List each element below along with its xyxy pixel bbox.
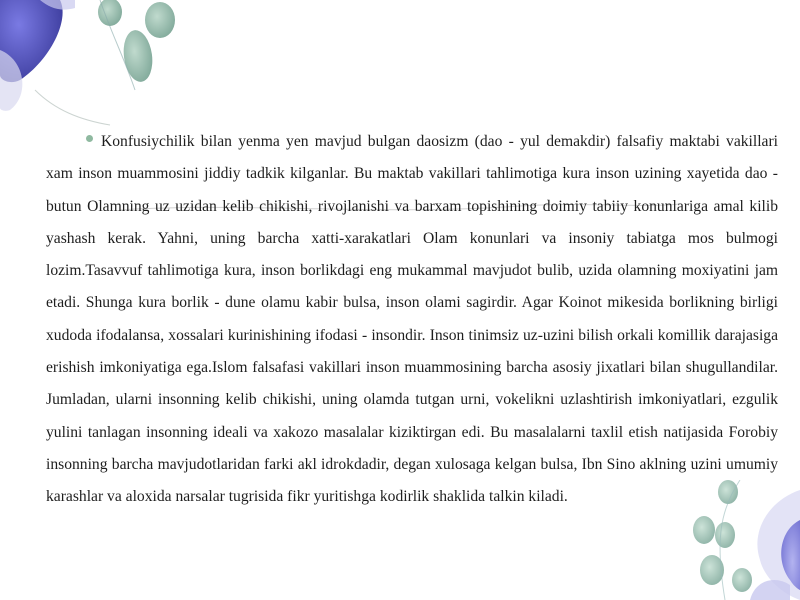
floral-decoration-top-left-icon	[0, 0, 200, 140]
body-paragraph	[46, 126, 778, 514]
bullet-dot-icon	[86, 135, 93, 142]
paragraph-text: Konfusiychilik bilan yenma yen mavjud bulgan daosizm (dao - yul demakdir) falsafiy maktabi vakillari xam inson muammosini jiddiy tadkik kilganlar. Bu maktab vakillari tahlimotiga kura inson uzining xayetida dao - butun Olamning uz uzidan kelib chikishi, rivojlanishi va barxam topishining doimiy tabiiy konunlariga amal kilib yashash kerak. Yahni, uning barcha xatti-xarakatlari Olam konunlari va insoniy tabiatga mos bulmogi lozim.Tasavvuf tahlimotiga kura, inson borlikdagi eng mukammal mavjudot bulib, uzida olamning moxiyatini jam etadi. Shunga kura borlik - dune olamu kabir bulsa, inson olami sagirdir. Agar Koinot mikesida borlikning birligi xudoda ifodalansa, xossalari kurinishining ifodasi - insondir. Inson tinimsiz uz-uzini bilish orkali komillik darajasiga erishish imkoniyatiga ega.Islom falsafasi vakillari inson muammosining barcha asosiy jixatlari bilan shugullandilar. Jumladan, ularni insonning kelib chikishi, uning olamda tutgan urni, vokelikni uzlashtirish imkoniyatlari, ezgulik yulini tanlagan insonning ideali va xakozo masalalar kiziktirgan edi. Bu masalalarni taxlil etish natijasida Forobiy insonning barcha mavjudotlaridan farki akl idrokdadir, degan xulosaga kelgan bulsa, Ibn Sino aklning uzini umumiy karashlar va aloxida narsalar tugrisida fikr yuritishga kodirlik shaklida talkin kiladi.	[46, 133, 778, 506]
